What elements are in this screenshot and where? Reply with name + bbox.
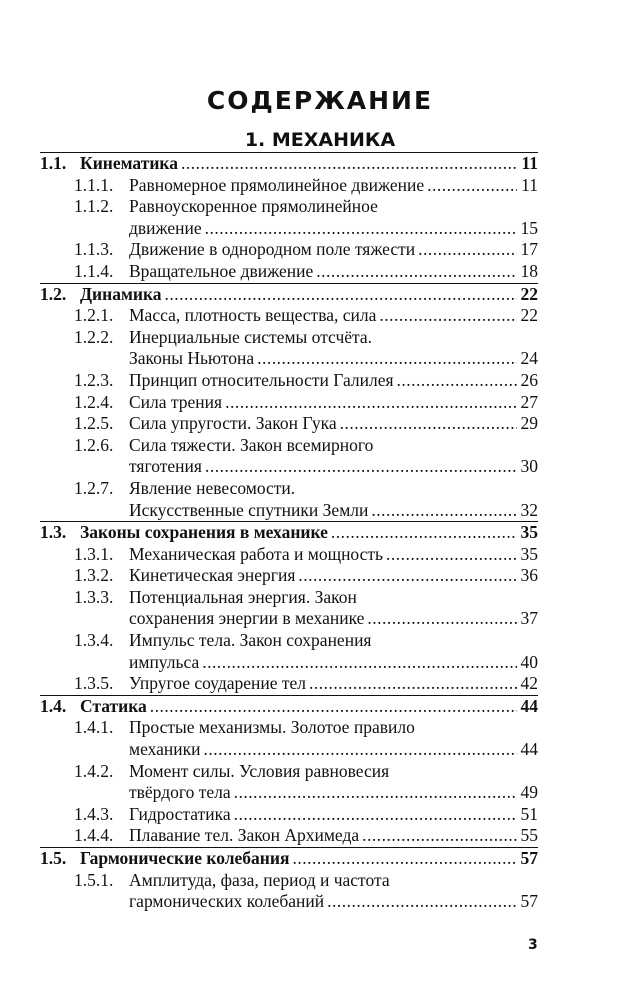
toc-entry-title: механики [129,739,201,760]
toc-line [40,456,538,478]
dot-leader [225,392,517,414]
toc-subsection-entry[interactable] [40,305,538,327]
page-number: 3 [528,937,538,953]
toc-page-number[interactable]: 42 [520,673,538,694]
toc-entry-title: твёрдого тела [129,782,231,803]
toc-entry-title: Плавание тел. Закон Архимеда [129,825,360,846]
toc-subsection-entry[interactable] [40,761,538,804]
toc-subsection-entry[interactable] [40,825,538,847]
toc-subsection-entry[interactable] [40,392,538,414]
toc-page-number[interactable]: 22 [520,283,538,304]
toc-entry-title: Механическая работа и мощность [129,543,384,564]
toc-line [40,305,538,327]
toc-entry-number: 1.2.2. [74,326,114,347]
toc-subsection-entry[interactable] [40,544,538,566]
toc-subsection-entry[interactable] [40,673,538,695]
toc-page-number[interactable]: 35 [520,522,538,543]
toc-page-number[interactable]: 29 [520,413,538,434]
toc-entry-number: 1.2.6. [74,434,114,455]
dot-leader [331,522,517,544]
toc-subsection-entry[interactable] [40,175,538,197]
toc-line [40,435,538,457]
toc-line [40,825,538,847]
toc-entry-title: Сила трения [129,391,223,412]
dot-leader [327,891,517,913]
toc-page-number[interactable]: 57 [520,891,538,912]
toc-line [40,804,538,826]
dot-leader [257,348,517,370]
toc-entry-title: Упругое соударение тел [129,673,307,694]
toc-line [40,500,538,522]
toc-line [40,544,538,566]
toc-page-number[interactable]: 55 [520,825,538,846]
dot-leader [316,261,517,283]
toc-entry-title: Равноускоренное прямолинейное [129,196,378,217]
toc-entry-title: Гармонические колебания [80,848,290,868]
toc-line [40,348,538,370]
toc-section-entry[interactable] [40,847,538,870]
toc-entry-number: 1.2.5. [74,413,114,434]
toc-line [40,891,538,913]
toc-entry-title: Принцип относительности Галилея [129,369,394,390]
toc-subsection-entry[interactable] [40,196,538,239]
toc-page-number[interactable]: 15 [520,217,538,238]
toc-entry-number: 1.5.1. [74,869,114,890]
toc-page-number[interactable]: 11 [521,153,538,173]
toc-subsection-entry[interactable] [40,261,538,283]
toc-entry-number: 1.4.3. [74,803,114,824]
toc-line [40,239,538,261]
toc-entry-title: движение [129,217,202,238]
toc-line [40,370,538,392]
toc-line [40,673,538,695]
page-title: СОДЕРЖАНИЕ [206,86,434,115]
dot-leader [205,456,517,478]
toc-entry-title: Инерциальные системы отсчёта. [129,326,373,347]
dot-leader [418,239,517,261]
toc-line [40,392,538,414]
toc-entry-number: 1.4.4. [74,825,114,846]
toc-line [40,478,538,500]
dot-leader [427,175,517,197]
toc-entry-number: 1.2.1. [74,305,114,326]
toc-entry-number: 1.3.4. [74,630,114,651]
dot-leader [397,370,517,392]
toc-entry-number: 1.1.2. [74,196,114,217]
toc-page-number[interactable]: 32 [520,499,538,520]
toc-entry-title: тяготения [129,456,202,477]
toc-entry-number: 1.3.3. [74,586,114,607]
dot-leader [386,544,517,566]
toc-line [40,848,538,870]
section-title: 1. МЕХАНИКА [244,129,396,151]
toc-section-entry[interactable] [40,695,538,718]
toc-subsection-entry[interactable] [40,587,538,630]
toc-entry-title: Амплитуда, фаза, период и частота [129,869,390,890]
toc-page-number[interactable]: 17 [520,239,538,260]
toc-line [40,587,538,609]
toc-entry-number: 1.2.3. [74,369,114,390]
toc-entry-title: Простые механизмы. Золотое правило [129,717,415,738]
toc-subsection-entry[interactable] [40,478,538,521]
toc-entry-number: 1.2.7. [74,477,114,498]
dot-leader [205,218,517,240]
toc-page-number[interactable]: 27 [520,391,538,412]
toc-page-number[interactable]: 51 [520,803,538,824]
toc-entry-number: 1.2. [40,283,67,304]
toc-page-number[interactable]: 26 [520,369,538,390]
toc-entry-title: Потенциальная энергия. Закон [129,586,357,607]
toc-line [40,522,538,544]
toc-entry-title: импульса [129,651,200,672]
dot-leader [234,782,517,804]
toc-entry-title: Кинематика [80,153,178,173]
toc-page-number[interactable]: 30 [520,456,538,477]
dot-leader [150,696,517,718]
toc-subsection-entry[interactable] [40,804,538,826]
toc-section-entry[interactable] [40,152,538,175]
toc-page-number[interactable]: 44 [520,695,538,716]
toc-entry-number: 1.3. [40,522,67,543]
toc-line [40,218,538,240]
toc-entry-title: Момент силы. Условия равновесия [129,760,390,781]
dot-leader [379,305,517,327]
toc-subsection-entry[interactable] [40,239,538,261]
dot-leader [181,153,517,175]
toc-entry-number: 1.5. [40,848,67,868]
toc-entry-title: Масса, плотность вещества, сила [129,305,377,326]
toc-subsection-entry[interactable] [40,870,538,913]
toc-entry-title: Импульс тела. Закон сохранения [129,630,372,651]
toc-entry-number: 1.3.1. [74,543,114,564]
toc-line [40,696,538,718]
dot-leader [298,565,517,587]
toc-entry-title: Движение в однородном поле тяжести [129,239,416,260]
dot-leader [367,608,517,630]
dot-leader [202,652,517,674]
toc-page-number[interactable]: 24 [520,348,538,369]
toc-page-number[interactable]: 44 [520,739,538,760]
toc-line [40,717,538,739]
toc-subsection-entry[interactable] [40,435,538,478]
toc-entry-title: Сила тяжести. Закон всемирного [129,434,374,455]
toc-entry-title: Гидростатика [129,803,231,824]
toc-section-entry[interactable] [40,521,538,544]
toc-page-number[interactable]: 57 [520,848,538,868]
toc-line [40,175,538,197]
toc-page-number[interactable]: 18 [520,260,538,281]
toc-entry-title: Равномерное прямолинейное движение [129,174,425,195]
toc-line [40,196,538,218]
toc-page-number[interactable]: 40 [520,651,538,672]
dot-leader [234,804,517,826]
table-of-contents [40,152,538,913]
toc-entry-title: Сила упругости. Закон Гука [129,413,337,434]
toc-entry-title: Явление невесомости. [129,477,296,498]
toc-page-number[interactable]: 22 [520,305,538,326]
toc-subsection-entry[interactable] [40,565,538,587]
toc-entry-number: 1.3.2. [74,565,114,586]
toc-entry-title: Законы Ньютона [129,348,255,369]
toc-entry-number: 1.2.4. [74,391,114,412]
dot-leader [362,825,517,847]
toc-entry-number: 1.4. [40,695,67,716]
toc-line [40,761,538,783]
toc-line [40,630,538,652]
toc-page-number[interactable]: 35 [520,543,538,564]
toc-entry-number: 1.1.4. [74,260,114,281]
toc-subsection-entry[interactable] [40,630,538,673]
toc-line [40,739,538,761]
dot-leader [204,739,518,761]
toc-entry-number: 1.1. [40,153,67,173]
toc-page-number[interactable]: 49 [520,782,538,803]
dot-leader [292,848,517,870]
toc-entry-title: Вращательное движение [129,260,314,281]
toc-page-number[interactable]: 36 [520,565,538,586]
toc-line [40,652,538,674]
dot-leader [371,500,517,522]
dot-leader [165,284,517,306]
toc-section-entry[interactable] [40,283,538,306]
toc-entry-title: Искусственные спутники Земли [129,499,369,520]
toc-line [40,413,538,435]
toc-entry-number: 1.4.1. [74,717,114,738]
toc-page-number[interactable]: 11 [521,174,538,195]
toc-entry-number: 1.3.5. [74,673,114,694]
toc-entry-title: гармонических колебаний [129,891,325,912]
toc-subsection-entry[interactable] [40,717,538,760]
toc-line [40,608,538,630]
toc-line [40,284,538,306]
toc-entry-number: 1.4.2. [74,760,114,781]
toc-line [40,327,538,349]
toc-line [40,153,538,175]
toc-subsection-entry[interactable] [40,370,538,392]
toc-entry-title: Законы сохранения в механике [80,522,328,543]
toc-line [40,565,538,587]
toc-entry-title: Динамика [80,283,162,304]
toc-line [40,782,538,804]
toc-subsection-entry[interactable] [40,327,538,370]
toc-page-number[interactable]: 37 [520,608,538,629]
dot-leader [340,413,517,435]
toc-line [40,870,538,892]
toc-line [40,261,538,283]
toc-entry-number: 1.1.3. [74,239,114,260]
toc-entry-title: Кинетическая энергия [129,565,296,586]
toc-entry-title: сохранения энергии в механике [129,608,365,629]
toc-entry-number: 1.1.1. [74,174,114,195]
toc-entry-title: Статика [80,695,147,716]
dot-leader [309,673,517,695]
toc-subsection-entry[interactable] [40,413,538,435]
